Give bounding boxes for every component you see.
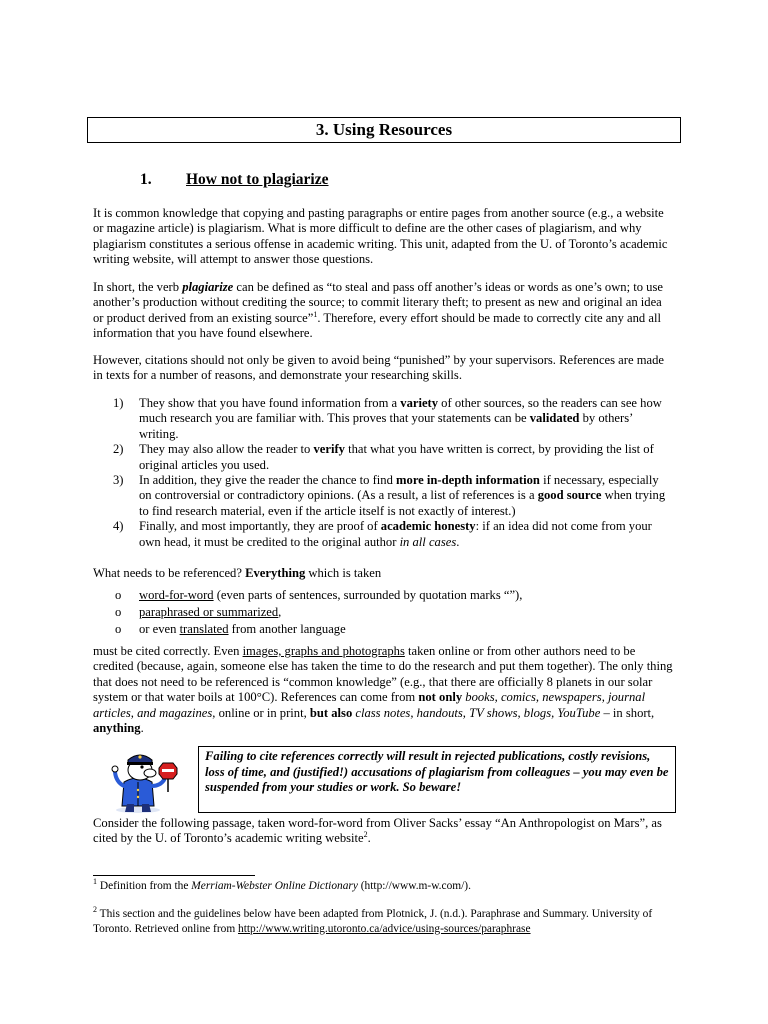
reasons-list bbox=[93, 396, 673, 550]
section-label: How not to plagiarize bbox=[186, 171, 329, 188]
footnote-link[interactable]: http://www.writing.utoronto.ca/advice/using-sources/paraphrase bbox=[238, 922, 531, 935]
page-title: 3. Using Resources bbox=[87, 117, 681, 143]
list-item: o paraphrased or summarized, bbox=[115, 605, 282, 619]
section-number: 1. bbox=[140, 171, 152, 188]
footnote-ref-2[interactable]: 2 bbox=[363, 830, 368, 840]
list-item: o or even translated from another language bbox=[115, 622, 346, 636]
footnote-ref-1[interactable]: 1 bbox=[313, 309, 318, 319]
list-item: 4) Finally, and most importantly, they are proof of academic honesty: if an idea did not come from your own head, it must be credited to the original author in all cases. bbox=[113, 519, 652, 549]
bullet-icon: o bbox=[115, 622, 122, 636]
warning-box: Failing to cite references correctly will result in rejected publications, costly revisions, loss of time, and (justified!) accusations of plagiarism from colleagues – you may even be suspended from your studies or work. So beware! bbox=[198, 746, 676, 813]
section-heading bbox=[140, 171, 329, 189]
bullet-icon: o bbox=[115, 605, 122, 619]
bullet-icon: o bbox=[115, 588, 122, 602]
footnote-1: $^1$ Definition from the Merriam-Webster Online Dictionary (http://www.m-w.com/). bbox=[93, 877, 471, 892]
paragraph-citations: However, citations should not only be given to avoid being “punished” by your supervisors. References are made in texts for a number of reasons, and demonstrate your researching skills. bbox=[93, 353, 664, 383]
reference-types-list bbox=[93, 588, 673, 639]
paragraph-what-to-reference: What needs to be referenced? Everything which is taken bbox=[93, 566, 382, 580]
list-item: 3) In addition, they give the reader the chance to find more in-depth information if necessary, especially on controversial or contradictory opinions. (As a result, a list of references is a good source when trying to find research material, even if the article itself is not exactly of interest.) bbox=[113, 473, 666, 518]
footnote-2: $^2$ This section and the guidelines below have been adapted from Plotnick, J. (n.d.). Paraphrase and Summary. University of Toronto. Retrieved online from http://www.writing.utoronto.ca/advice/using-sources/paraphrase bbox=[93, 905, 653, 935]
paragraph-intro: It is common knowledge that copying and pasting paragraphs or entire pages from another source (e.g., a website or magazine article) is plagiarism. What is more difficult to define are the other cases of plagiarism, and why plagiarism constitutes a serious offense in academic writing. This unit, adapted from the U. of Toronto’s academic writing website, will attempt to answer those questions. bbox=[93, 206, 668, 267]
paragraph-consider-passage: Consider the following passage, taken word-for-word from Oliver Sacks’ essay “An Anthropologist on Mars”, as cited by the U. of Toronto’s academic writing website$^2$. bbox=[93, 816, 662, 846]
list-item: o word-for-word (even parts of sentences, surrounded by quotation marks “”), bbox=[115, 588, 523, 602]
term-plagiarize: plagiarize bbox=[182, 280, 234, 294]
paragraph-must-be-cited: must be cited correctly. Even images, graphs and photographs taken online or from other authors need to be credited (because, again, someone else has taken the time to do the research and put them together). The only thing that does not need to be referenced is “common knowledge” (e.g., that there are officially 8 planets in our solar system or that water boils at 100°C). References can come from not only books, comics, newspapers, journal articles, and magazines, online or in print, but also class notes, handouts, TV shows, blogs, YouTube – in short, anything. bbox=[93, 644, 673, 736]
footnote-divider bbox=[93, 875, 255, 876]
list-item: 1) They show that you have found information from a variety of other sources, so the readers can see how much research you are familiar with. This proves that your statements can be validated by others’ writing. bbox=[113, 396, 662, 441]
list-item: 2) They may also allow the reader to verify that what you have written is correct, by providing the list of original articles you used. bbox=[113, 442, 654, 472]
paragraph-definition: In short, the verb plagiarize can be defined as “to steal and pass off another’s ideas or words as one’s own; to use another’s production without crediting the source; to commit literary theft; to present as new and original an idea or product derived from an existing source”$^1$. Therefore, every effort should be made to correctly cite any and all information that you have found elsewhere. bbox=[93, 280, 663, 341]
police-officer-stop-sign-icon bbox=[108, 748, 184, 814]
